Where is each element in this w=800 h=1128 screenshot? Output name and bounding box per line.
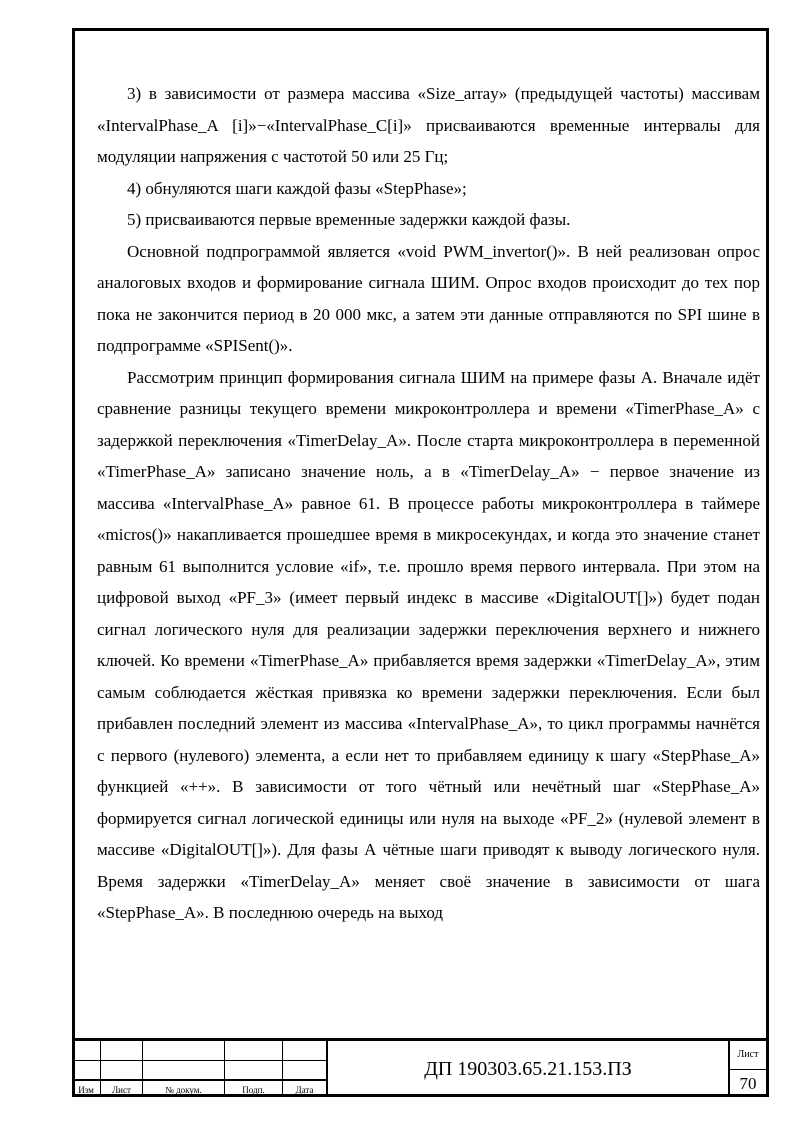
stamp-label-list: Лист [112,1085,131,1095]
paragraph-item-4: 4) обнуляются шаги каждой фазы «StepPhase»; [127,178,467,198]
title-block [72,1038,769,1097]
stamp-label-doc-no: № докум. [165,1085,202,1095]
stamp-label-podp: Подп. [242,1085,265,1095]
paragraph-pwm-principle: Рассмотрим принцип формирования сигнала ШИМ на примере фазы А. Вначале идёт сравнение разницы текущего времени микроконтроллера и времени «TimerPhase_A» с задержкой переключения «TimerDelay_A». После старта микроконтроллера в переменной «TimerPhase_A» записано значение ноль, а в «TimerDelay_A» − первое значение из массива «IntervalPhase_A» равное 61. В процессе работы микроконтроллера в таймере «micros()» накапливается прошедшее время в микросекундах, и когда это значение станет равным 61 выполнится условие «if», т.е. прошло время первого интервала. При этом на цифровой выход «PF_3» (имеет первый индекс в массиве «DigitalOUT[]») будет подан сигнал логического нуля для реализации задержки переключения верхнего и нижнего ключей. Ко времени «TimerPhase_A» прибавляется время задержки «TimerDelay_A», этим самым соблюдается жёсткая привязка ко времени задержки переключения. Если был прибавлен последний элемент из массива «IntervalPhase_A», то цикл программы начнётся с первого (нулевого) элемента, а если нет то прибавляем единицу к шагу «StepPhase_A» функцией «++». В зависимости от того чётный или нечётный шаг «StepPhase_A» формируется сигнал логической единицы или нуля на выходе «PF_2» (нулевой элемент в массиве «DigitalOUT[]»). Для фазы А чётные шаги приводят к выводу логического нуля. Время задержки «TimerDelay_A» меняет своё значение в зависимости от шага «StepPhase_A». В последнюю очередь на выход [97,367,760,922]
paragraph-item-5: 5) присваиваются первые временные задержки каждой фазы. [127,210,571,229]
paragraph-main-subroutine: Основной подпрограммой является «void PWM_invertor()». В ней реализован опрос аналоговых входов и формирование сигнала ШИМ. Опрос входов происходит до тех пор пока не закончится период в 20 000 мкс, а затем эти данные отправляются по SPI шине в подпрограмме «SPISent()». [97,241,760,355]
stamp-row-divider [72,1079,326,1081]
sheet-label: Лист [737,1049,759,1060]
stamp-label-data: Дата [295,1085,314,1095]
stamp-label-izm: Изм [78,1085,94,1095]
sheet-number: 70 [730,1069,766,1097]
document-code: ДП 190303.65.21.153.ПЗ [424,1057,632,1080]
paragraph-item-3: 3) в зависимости от размера массива «Size_array» (предыдущей частоты) массивам «IntervalPhase_A [i]»−«IntervalPhase_C[i]» присваиваются временные интервалы для модуляции напряжения с частотой 50 или 25 Гц; [97,84,760,166]
document-body [97,78,760,929]
stamp-row-divider [72,1060,326,1061]
